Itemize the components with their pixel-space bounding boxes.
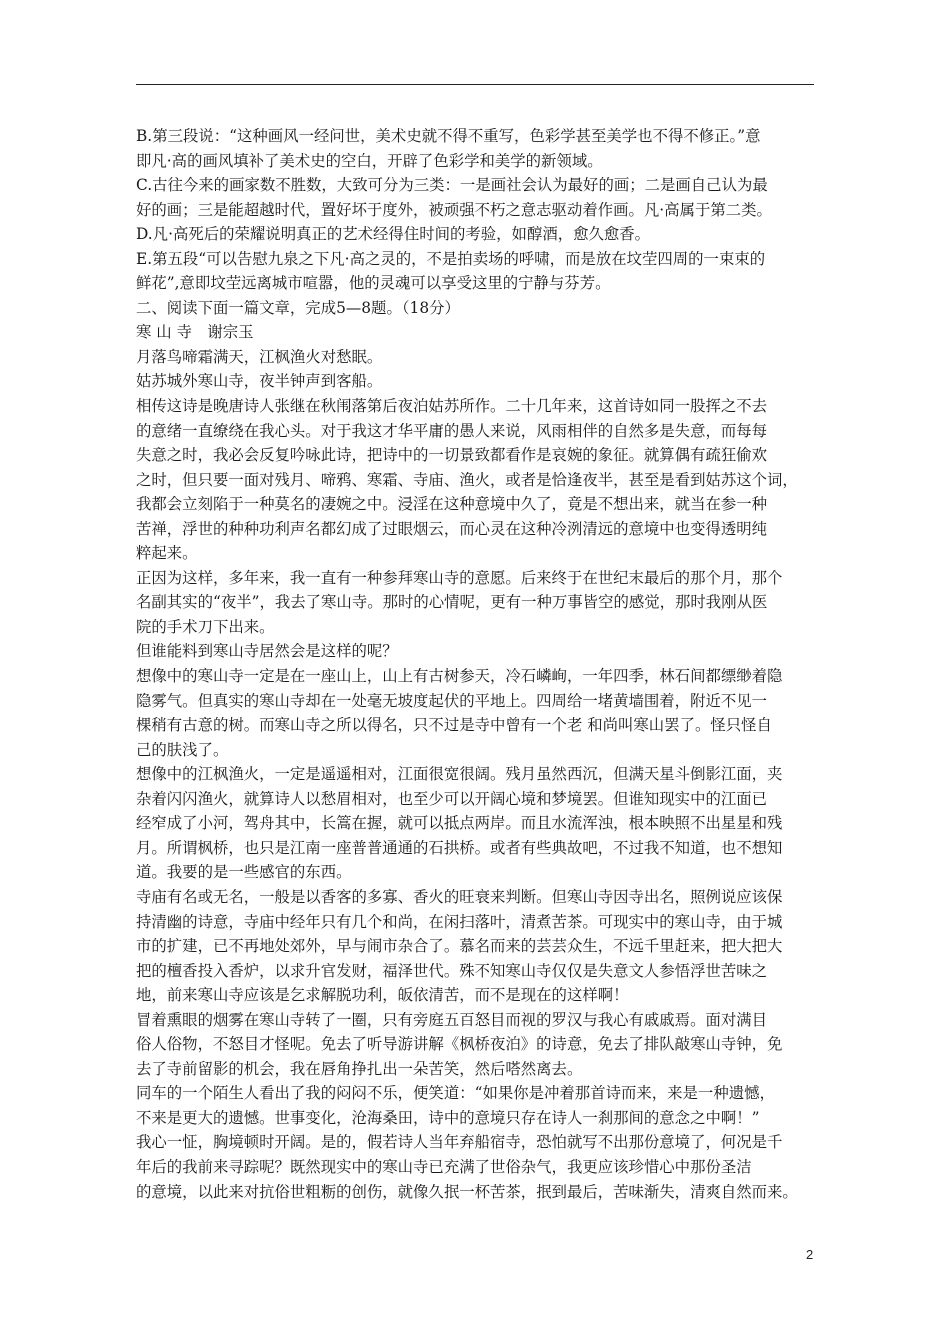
text-line: 院的手术刀下出来。 [136,617,275,636]
text-line: 道。我要的是一些感官的东西。 [136,863,352,882]
text-line: 鲜花”,意即坟茔远离城市喧嚣，他的灵魂可以享受这里的宁静与芬芳。 [136,274,611,293]
text-line: 我心一怔，胸境顿时开阔。是的，假若诗人当年弃船宿寺，恐怕就写不出那份意境了，何况是千 [136,1133,783,1152]
text-line: 把的檀香投入香炉，以求升官发财，福泽世代。殊不知寒山寺仅仅是失意文人参悟浮世苦味之 [136,961,768,980]
text-line: 苦禅，浮世的种种功利声名都幻成了过眼烟云，而心灵在这种冷洌清远的意境中也变得透明纯 [136,519,768,538]
text-line: 即凡·高的画风填补了美术史的空白，开辟了色彩学和美学的新领域。 [136,151,603,170]
text-line: C.古往今来的画家数不胜数，大致可分为三类：一是画社会认为最好的画；二是画自己认为最 [136,176,768,195]
text-line: 棵稍有古意的树。而寒山寺之所以得名，只不过是寺中曾有一个老 和尚叫寒山罢了。怪只怪自 [136,716,772,735]
text-line: D.凡·高死后的荣耀说明真正的艺术经得住时间的考验，如醇酒，愈久愈香。 [136,225,651,244]
text-line: 寒 山 寺 谢宗玉 [136,323,254,342]
text-line: 的意境，以此来对抗俗世粗粝的创伤，就像久抿一杯苦茶，抿到最后，苦味渐失，清爽自然而来。 [136,1182,798,1201]
document-body [136,124,820,1204]
page-number: 2 [806,1247,814,1262]
text-line: 隐雾气。但真实的寒山寺却在一处毫无坡度起伏的平地上。四周给一堵黄墙围着，附近不见一 [136,691,768,710]
text-line: 去了寺前留影的机会，我在唇角挣扎出一朵苦笑，然后嗒然离去。 [136,1059,583,1078]
text-line: E.第五段“可以告慰九泉之下凡·高之灵的，不是拍卖场的呼啸，而是放在坟茔四周的一束束的 [136,249,766,268]
text-line: 同车的一个陌生人看出了我的闷闷不乐，便笑道：“如果你是冲着那首诗而来，来是一种遗憾， [136,1084,775,1103]
text-line: 失意之时，我必会反复吟咏此诗，把诗中的一切景致都看作是哀婉的象征。就算偶有疏狂偷欢 [136,446,768,465]
text-line: 之时，但只要一面对残月、啼鸦、寒霜、寺庙、渔火，或者是恰逢夜半，甚至是看到姑苏这个词， [136,470,798,489]
text-line: 但谁能料到寒山寺居然会是这样的呢？ [136,642,398,661]
text-line: 经窄成了小河，驾舟其中，长篙在握，就可以抵点两岸。而且水流浑浊，根本映照不出星星和残 [136,814,783,833]
text-line: 相传这诗是晚唐诗人张继在秋闱落第后夜泊姑苏所作。二十几年来，这首诗如同一股挥之不去 [136,397,768,416]
text-line: 地，前来寒山寺应该是乞求解脱功利，皈依清苦，而不是现在的这样啊！ [136,986,629,1005]
text-line: 月落鸟啼霜满天，江枫渔火对愁眠。 [136,347,383,366]
text-line: 己的肤浅了。 [136,740,229,759]
header-rule [136,84,814,85]
text-line: 月。所谓枫桥，也只是江南一座普普通通的石拱桥。或者有些典故吧，不过我不知道，也不想知 [136,838,783,857]
text-line: 年后的我前来寻踪呢？既然现实中的寒山寺已充满了世俗杂气，我更应该珍惜心中那份圣洁 [136,1157,752,1176]
text-line: 好的画；三是能超越时代，置好坏于度外，被顽强不朽之意志驱动着作画。凡·高属于第二类。 [136,200,772,219]
text-line: 姑苏城外寒山寺，夜半钟声到客船。 [136,372,383,391]
text-line: 粹起来。 [136,544,198,563]
text-line: 二、阅读下面一篇文章，完成5—8题。（18分） [136,298,460,317]
text-line: 杂着闪闪渔火，就算诗人以愁眉相对，也至少可以开阔心境和梦境罢。但谁知现实中的江面已 [136,789,768,808]
text-line: 名副其实的“夜半”，我去了寒山寺。那时的心情呢，更有一种万事皆空的感觉，那时我刚从医 [136,593,768,612]
text-line: 想像中的江枫渔火，一定是遥遥相对，江面很宽很阔。残月虽然西沉，但满天星斗倒影江面，夹 [136,765,783,784]
text-line: 市的扩建，已不再地处郊外，早与闹市杂合了。慕名而来的芸芸众生，不远千里赶来，把大把大 [136,937,783,956]
text-line: B.第三段说：“这种画风一经问世，美术史就不得不重写，色彩学甚至美学也不得不修正。”意 [136,127,761,145]
text-line: 我都会立刻陷于一种莫名的凄婉之中。浸淫在这种意境中久了，竟是不想出来，就当在参一种 [136,495,768,514]
text-line: 冒着熏眼的烟雾在寒山寺转了一圈，只有旁庭五百怒目而视的罗汉与我心有戚戚焉。面对满目 [136,1010,768,1029]
text-line: 想像中的寒山寺一定是在一座山上，山上有古树参天，冷石嶙峋，一年四季，林石间都缥缈着隐 [136,667,783,686]
text-line: 不来是更大的遗憾。世事变化，沧海桑田，诗中的意境只存在诗人一刹那间的意念之中啊！” [136,1108,760,1127]
text-line: 的意绪一直缭绕在我心头。对于我这才华平庸的愚人来说，风雨相伴的自然多是失意，而每每 [136,421,768,440]
text-line: 寺庙有名或无名，一般是以香客的多寡、香火的旺衰来判断。但寒山寺因寺出名，照例说应该保 [136,887,783,906]
text-line: 俗人俗物，不怒目才怪呢。免去了听导游讲解《枫桥夜泊》的诗意，免去了排队敲寒山寺钟，免 [136,1035,783,1054]
text-line: 正因为这样，多年来，我一直有一种参拜寒山寺的意愿。后来终于在世纪末最后的那个月，那个 [136,568,783,587]
text-line: 持清幽的诗意，寺庙中经年只有几个和尚，在闲扫落叶，清煮苦茶。可现实中的寒山寺，由于城 [136,912,783,931]
